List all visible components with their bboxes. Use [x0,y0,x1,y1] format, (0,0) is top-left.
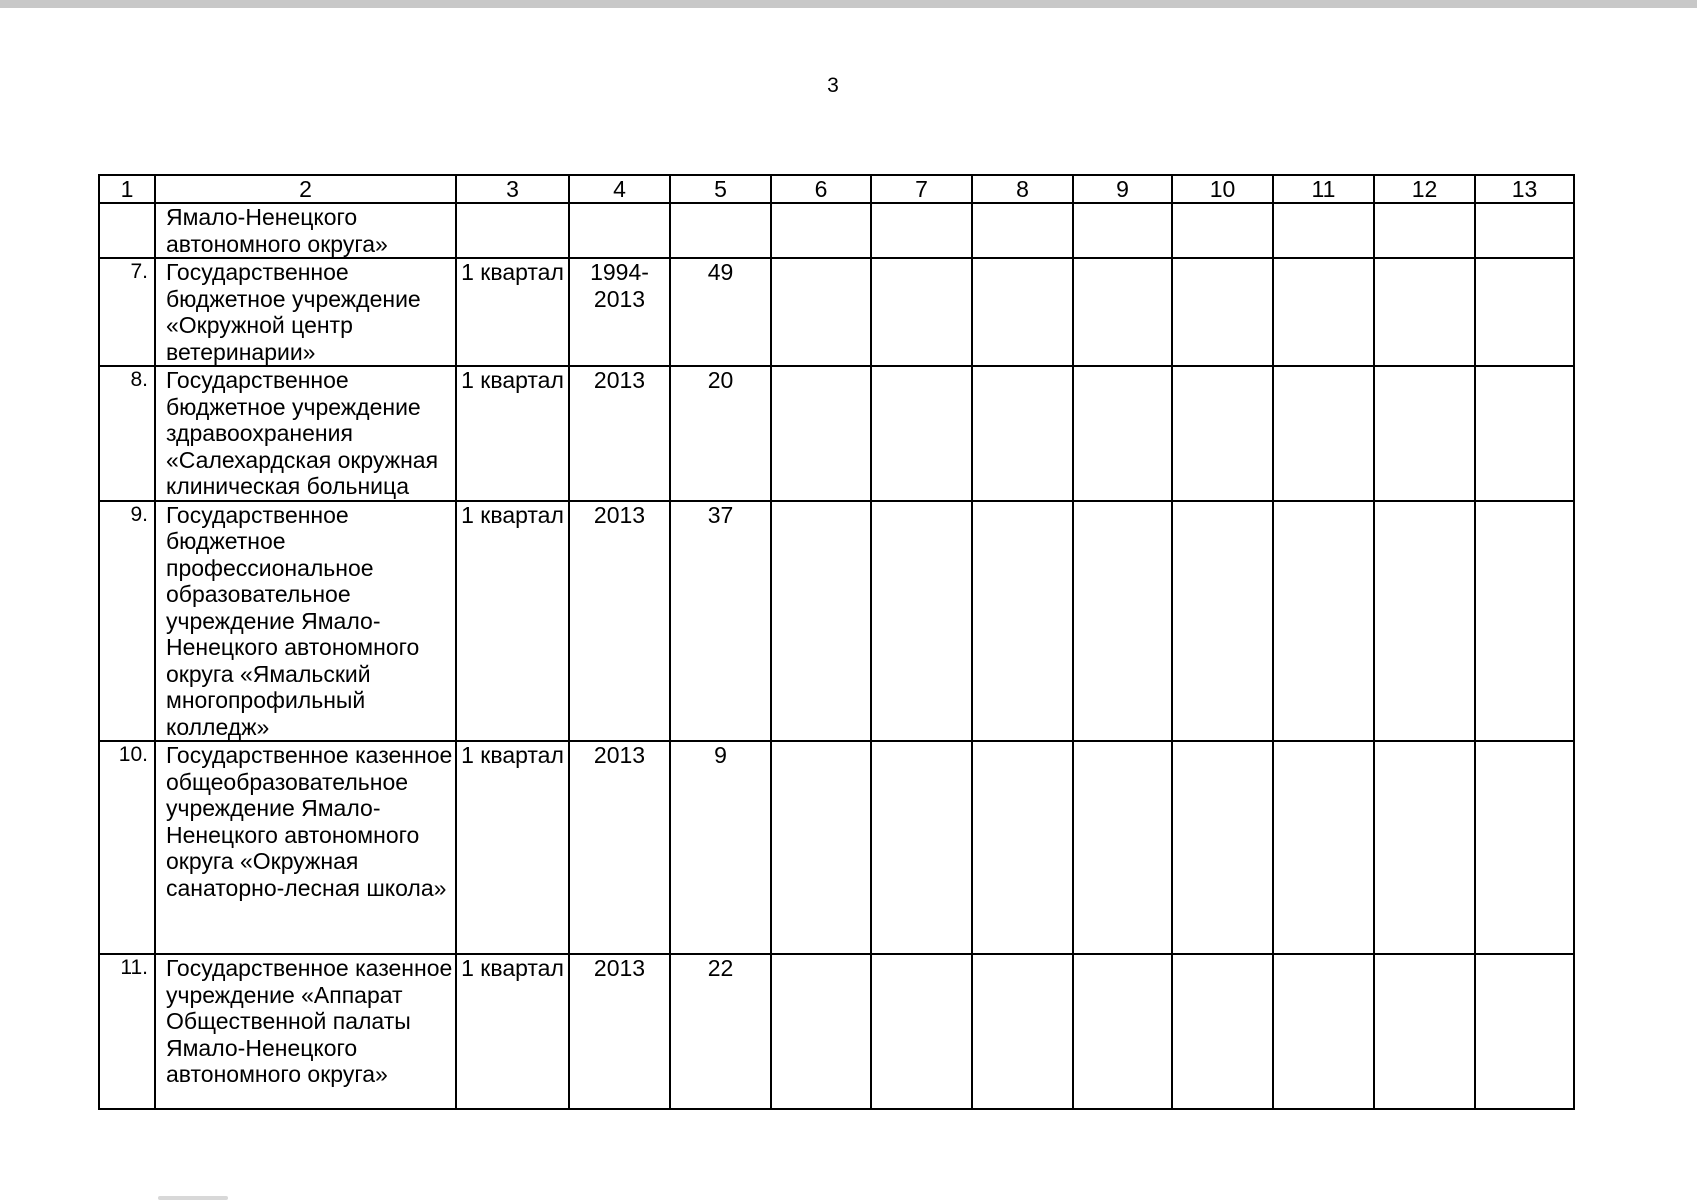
count-cell: 9 [670,741,771,954]
empty-cell [972,258,1073,366]
years-cell: 1994-2013 [569,258,670,366]
empty-cell [972,203,1073,258]
row-number: 9. [99,501,155,742]
empty-cell [1073,954,1172,1109]
page-number: 3 [827,74,839,97]
header-cell: 9 [1073,175,1172,203]
row-number [99,203,155,258]
organization-name: Государственное казенное учреждение «Аппарат Общественной палаты Ямало-Ненецкого автономного округа» [155,954,456,1109]
empty-cell [871,258,972,366]
records-table [98,174,1575,1110]
empty-cell [871,366,972,501]
period-cell: 1 квартал [456,501,569,742]
count-cell: 37 [670,501,771,742]
empty-cell [972,741,1073,954]
table-row [99,954,1574,1109]
empty-cell [1172,954,1273,1109]
empty-cell [771,366,871,501]
empty-cell [1475,501,1574,742]
empty-cell [1073,203,1172,258]
empty-cell [1273,366,1374,501]
empty-cell [972,954,1073,1109]
empty-cell [871,954,972,1109]
empty-cell [1073,258,1172,366]
empty-cell [1172,741,1273,954]
empty-cell [871,741,972,954]
empty-cell [1172,258,1273,366]
empty-cell [1475,258,1574,366]
count-cell: 49 [670,258,771,366]
period-cell [456,203,569,258]
organization-name: Государственное бюджетное профессиональное образовательное учреждение Ямало-Ненецкого автономного округа «Ямальский многопрофильный колледж» [155,501,456,742]
period-cell: 1 квартал [456,741,569,954]
header-cell: 2 [155,175,456,203]
header-cell: 7 [871,175,972,203]
empty-cell [972,501,1073,742]
empty-cell [1374,741,1475,954]
header-cell: 10 [1172,175,1273,203]
header-cell: 11 [1273,175,1374,203]
organization-name: Государственное бюджетное учреждение здравоохранения «Салехардская окружная клиническая больница [155,366,456,501]
period-cell: 1 квартал [456,366,569,501]
years-cell: 2013 [569,366,670,501]
row-number: 10. [99,741,155,954]
header-cell: 1 [99,175,155,203]
table-row [99,741,1574,954]
years-cell [569,203,670,258]
count-cell: 20 [670,366,771,501]
empty-cell [1073,501,1172,742]
table-row [99,501,1574,742]
empty-cell [771,954,871,1109]
header-cell: 12 [1374,175,1475,203]
empty-cell [771,501,871,742]
empty-cell [1374,954,1475,1109]
header-cell: 5 [670,175,771,203]
count-cell: 22 [670,954,771,1109]
row-number: 7. [99,258,155,366]
count-cell [670,203,771,258]
header-cell: 6 [771,175,871,203]
empty-cell [871,501,972,742]
header-cell: 4 [569,175,670,203]
years-cell: 2013 [569,954,670,1109]
empty-cell [1475,366,1574,501]
empty-cell [1374,258,1475,366]
row-number: 8. [99,366,155,501]
table-row [99,203,1574,258]
empty-cell [1172,366,1273,501]
header-cell: 8 [972,175,1073,203]
period-cell: 1 квартал [456,258,569,366]
table-header-row [99,175,1574,203]
empty-cell [771,258,871,366]
period-cell: 1 квартал [456,954,569,1109]
empty-cell [1273,954,1374,1109]
table-row [99,366,1574,501]
empty-cell [1374,501,1475,742]
empty-cell [1273,501,1374,742]
empty-cell [1475,741,1574,954]
empty-cell [1073,741,1172,954]
empty-cell [1172,203,1273,258]
organization-name: Государственное бюджетное учреждение «Окружной центр ветеринарии» [155,258,456,366]
row-number: 11. [99,954,155,1109]
scan-top-edge [0,0,1697,8]
organization-name: Ямало-Ненецкого автономного округа» [155,203,456,258]
years-cell: 2013 [569,501,670,742]
empty-cell [1475,203,1574,258]
empty-cell [1273,258,1374,366]
empty-cell [1273,203,1374,258]
empty-cell [771,203,871,258]
empty-cell [871,203,972,258]
table-row [99,258,1574,366]
empty-cell [1172,501,1273,742]
organization-name: Государственное казенное общеобразовательное учреждение Ямало-Ненецкого автономного округа «Окружная санаторно-лесная школа» [155,741,456,954]
empty-cell [1273,741,1374,954]
empty-cell [771,741,871,954]
scan-artifact [158,1196,228,1200]
empty-cell [1073,366,1172,501]
header-cell: 3 [456,175,569,203]
years-cell: 2013 [569,741,670,954]
header-cell: 13 [1475,175,1574,203]
empty-cell [1475,954,1574,1109]
empty-cell [1374,203,1475,258]
empty-cell [1374,366,1475,501]
empty-cell [972,366,1073,501]
